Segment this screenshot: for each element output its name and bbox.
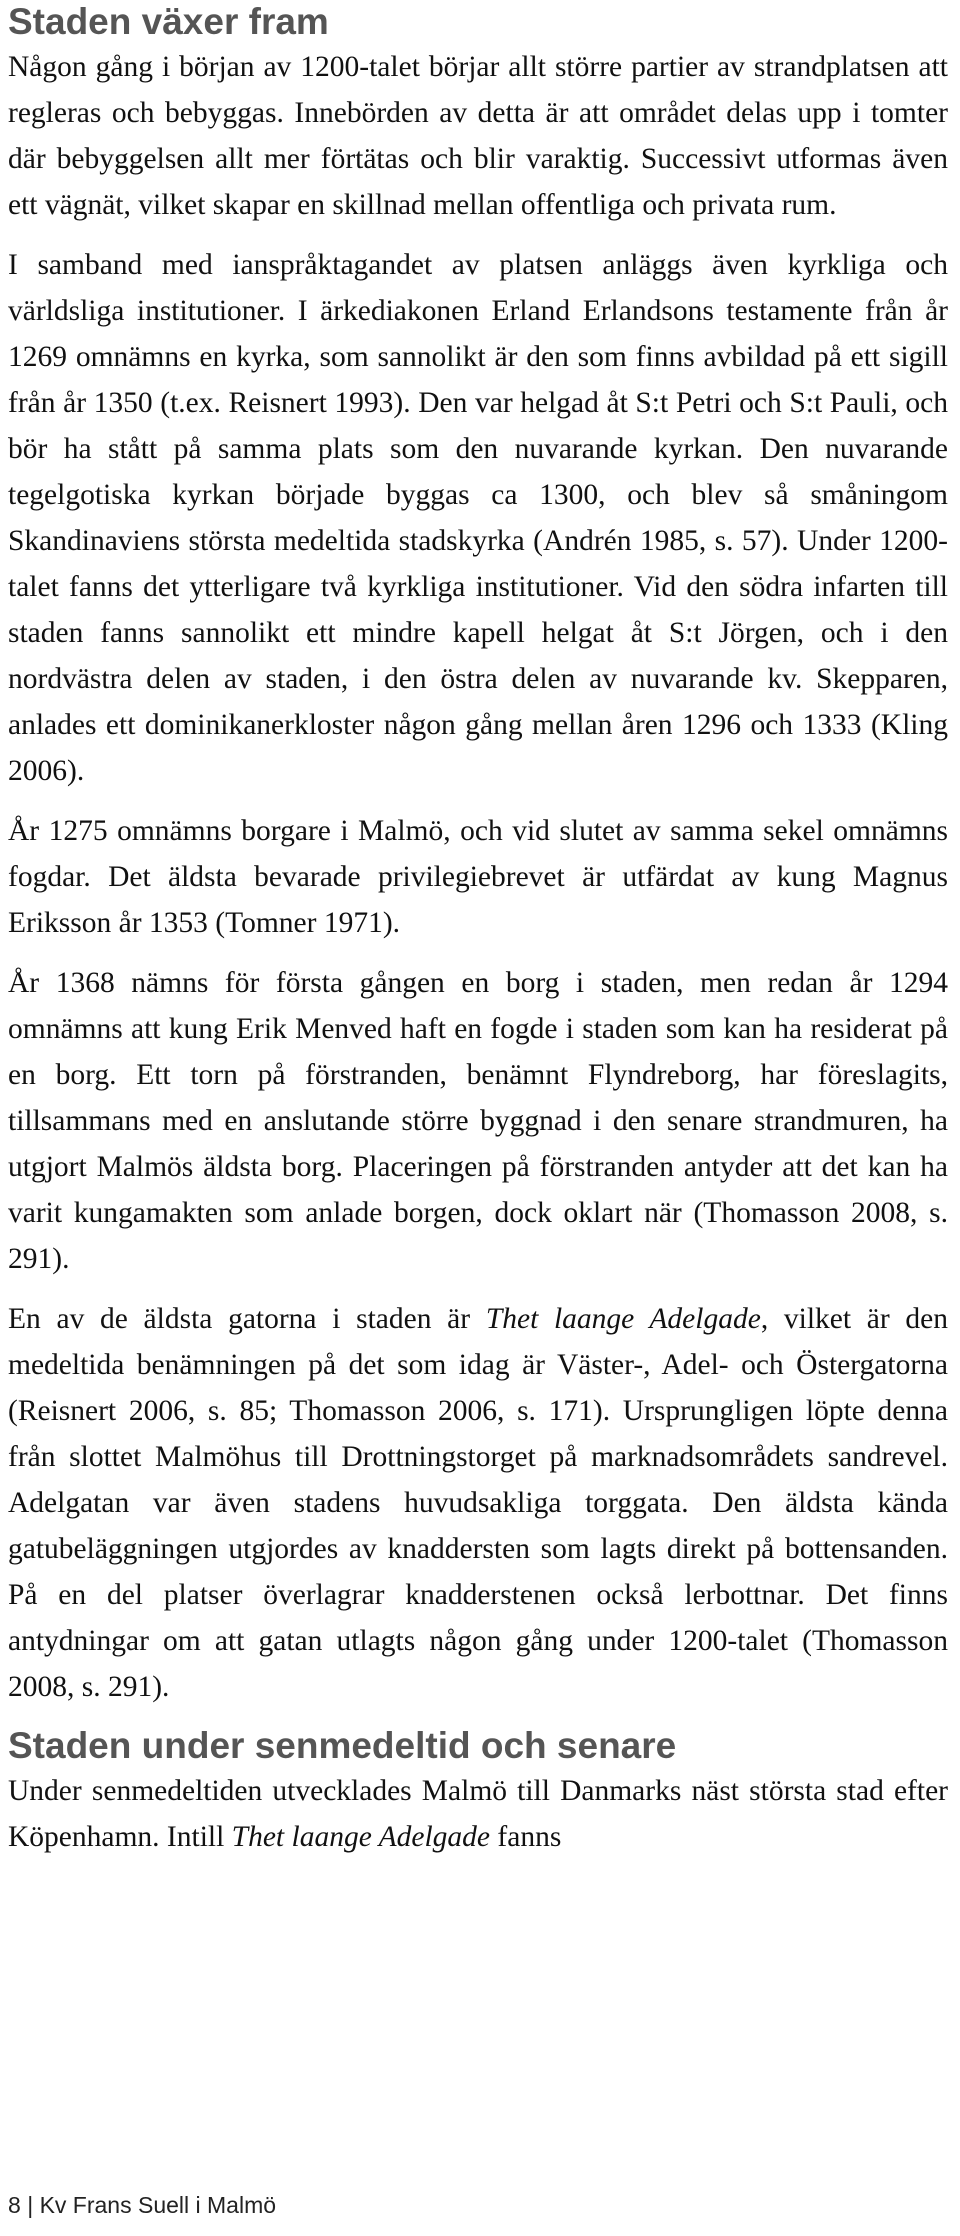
paragraph-text: En av de äldsta gatorna i staden är (8, 1303, 486, 1335)
footer-separator: | (27, 2192, 34, 2218)
document-title: Kv Frans Suell i Malmö (39, 2192, 277, 2218)
page-number: 8 (8, 2192, 21, 2218)
paragraph: Någon gång i början av 1200-talet börjar allt större partier av strandplatsen att regleras och bebyggas. Innebörden av detta är att området delas upp i tomter där bebyggelsen allt mer förtätas och blir varaktig. Successivt utformas även ett vägnät, vilket skapar en skillnad mellan offentliga och privata rum. (8, 51, 948, 221)
paragraph-text: Under senmedeltiden utvecklades Malmö till Danmarks näst största stad efter Köpenhamn. Intill (8, 1775, 948, 1853)
document-page (8, 0, 948, 1874)
paragraph (8, 1296, 948, 1710)
paragraph: I samband med ianspråktagandet av platsen anläggs även kyrkliga och världsliga institutioner. I ärkediakonen Erland Erlandsons testamente från år 1269 omnämns en kyrka, som sannolikt är den som finns avbildad på ett sigill från år 1350 (t.ex. Reisnert 1993). Den var helgad åt S:t Petri och S:t Pauli, och bör ha stått på samma plats som den nuvarande kyrkan. Den nuvarande tegelgotiska kyrkan började byggas ca 1300, och blev så småningom Skandinaviens största medeltida stadskyrka (Andrén 1985, s. 57). Under 1200-talet fanns det ytterligare två kyrkliga institutioner. Vid den södra infarten till staden fanns sannolikt ett mindre kapell helgat åt S:t Jörgen, och i den nordvästra delen av staden, i den östra delen av nuvarande kv. Skepparen, anlades ett dominikanerkloster någon gång mellan åren 1296 och 1333 (Kling 2006). (8, 249, 948, 787)
paragraph-text: fanns (490, 1821, 562, 1853)
paragraph-text: , vilket är den medeltida benämningen på det som idag är Väster-, Adel- och Östergatorna (Reisnert 2006, s. 85; Thomasson 2006, s. 171). Ursprungligen löpte denna från slottet Malmöhus till Drottningstorget på marknadsområdets sandrevel. Adelgatan var även stadens huvudsakliga torggata. Den äldsta kända gatubeläggningen utgjordes av knaddersten som lagts direkt på bottensanden. På en del platser överlagrar knadderstenen också lerbottnar. Det finns antydningar om att gatan utlagts någon gång under 1200-talet (Thomasson 2008, s. 291). (8, 1303, 948, 1703)
paragraph (8, 1768, 948, 1860)
street-name-italic: Thet laange Adelgade (485, 1303, 761, 1335)
paragraph: År 1275 omnämns borgare i Malmö, och vid slutet av samma sekel omnämns fogdar. Det äldsta bevarade privilegiebrevet är utfärdat av kung Magnus Eriksson år 1353 (Tomner 1971). (8, 815, 948, 939)
page-footer (8, 2192, 276, 2219)
section-heading: Staden under senmedeltid och senare (8, 1725, 677, 1766)
street-name-italic: Thet laange Adelgade (231, 1821, 491, 1853)
paragraph: År 1368 nämns för första gången en borg i staden, men redan år 1294 omnämns att kung Erik Menved haft en fogde i staden som kan ha residerat på en borg. Ett torn på förstranden, benämnt Flyndreborg, har föreslagits, tillsammans med en anslutande större byggnad i den senare strandmuren, ha utgjort Malmös äldsta borg. Placeringen på förstranden antyder att det kan ha varit kungamakten som anlade borgen, dock oklart när (Thomasson 2008, s. 291). (8, 967, 948, 1275)
section-heading: Staden växer fram (8, 1, 329, 42)
